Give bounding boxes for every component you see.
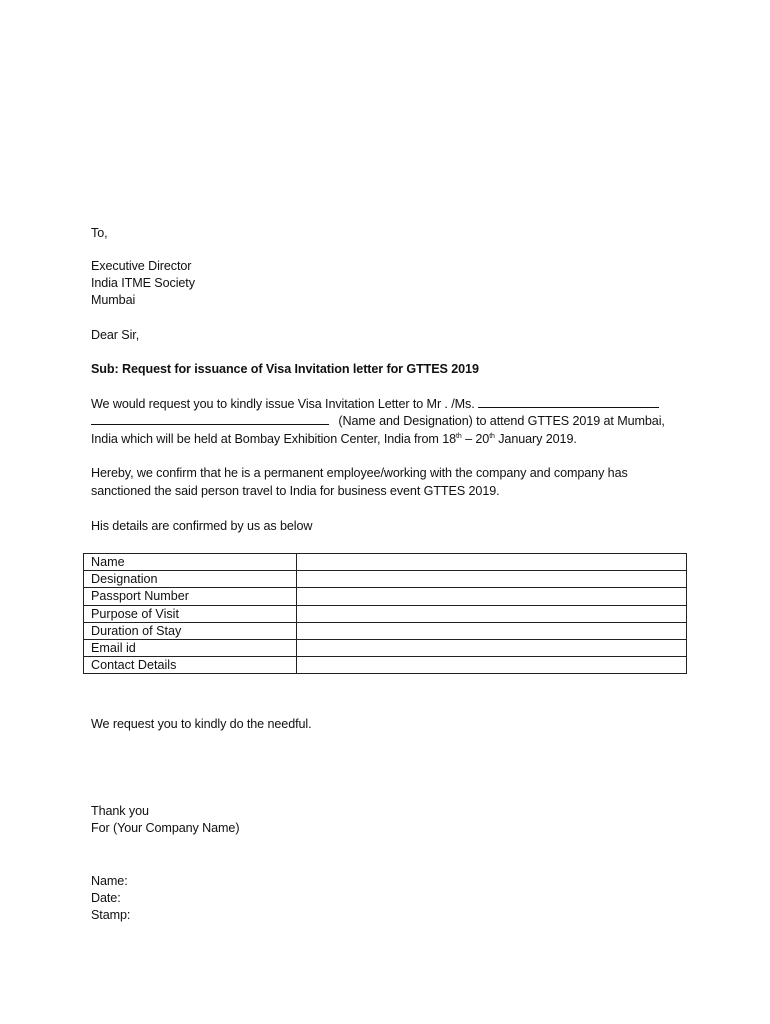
row-value-contact bbox=[297, 657, 687, 674]
confirmation-line-2: sanctioned the said person travel to India for business event GTTES 2019. bbox=[91, 484, 500, 498]
request-paragraph-line-1 bbox=[91, 396, 659, 413]
table-row bbox=[84, 639, 687, 656]
row-label-name: Name bbox=[84, 554, 297, 571]
signoff-date: Date: bbox=[91, 891, 121, 905]
request-paragraph-line-2 bbox=[91, 413, 665, 430]
subject-line: Sub: Request for issuance of Visa Invitation letter for GTTES 2019 bbox=[91, 362, 479, 376]
row-value-designation bbox=[297, 571, 687, 588]
confirmation-line-1: Hereby, we confirm that he is a permanent employee/working with the company and company has bbox=[91, 466, 628, 480]
table-row bbox=[84, 657, 687, 674]
table-row bbox=[84, 605, 687, 622]
salutation-to: To, bbox=[91, 226, 108, 240]
table-row bbox=[84, 622, 687, 639]
request-text-4: January 2019. bbox=[494, 432, 577, 446]
row-value-email bbox=[297, 639, 687, 656]
row-label-contact: Contact Details bbox=[84, 657, 297, 674]
recipient-organization: India ITME Society bbox=[91, 276, 195, 290]
closing-thanks: Thank you bbox=[91, 804, 149, 818]
date-ordinal-2: th bbox=[489, 432, 495, 440]
request-text-3: India which will be held at Bombay Exhibition Center, India from 18 bbox=[91, 432, 457, 446]
name-blank-line-2 bbox=[91, 413, 329, 425]
recipient-title: Executive Director bbox=[91, 259, 192, 273]
row-label-designation: Designation bbox=[84, 571, 297, 588]
date-ordinal-1: th bbox=[456, 432, 462, 440]
table-row bbox=[84, 588, 687, 605]
closing-company: For (Your Company Name) bbox=[91, 821, 240, 835]
date-range-end: – 20 bbox=[461, 432, 490, 446]
row-label-purpose: Purpose of Visit bbox=[84, 605, 297, 622]
recipient-city: Mumbai bbox=[91, 293, 136, 307]
row-value-purpose bbox=[297, 605, 687, 622]
signoff-name: Name: bbox=[91, 874, 128, 888]
greeting: Dear Sir, bbox=[91, 328, 140, 342]
row-value-passport bbox=[297, 588, 687, 605]
row-label-passport: Passport Number bbox=[84, 588, 297, 605]
row-label-duration: Duration of Stay bbox=[84, 622, 297, 639]
request-line: We request you to kindly do the needful. bbox=[91, 717, 312, 731]
table-row bbox=[84, 571, 687, 588]
request-text-1: We would request you to kindly issue Visa Invitation Letter to Mr . /Ms. bbox=[91, 397, 475, 411]
name-blank-line-1 bbox=[478, 396, 659, 408]
row-label-email: Email id bbox=[84, 639, 297, 656]
signoff-stamp: Stamp: bbox=[91, 908, 131, 922]
row-value-duration bbox=[297, 622, 687, 639]
details-table bbox=[83, 553, 687, 674]
details-intro: His details are confirmed by us as below bbox=[91, 519, 313, 533]
request-text-2: (Name and Designation) to attend GTTES 2019 at Mumbai, bbox=[338, 414, 665, 428]
request-paragraph-line-3 bbox=[91, 431, 577, 448]
row-value-name bbox=[297, 554, 687, 571]
table-row bbox=[84, 554, 687, 571]
